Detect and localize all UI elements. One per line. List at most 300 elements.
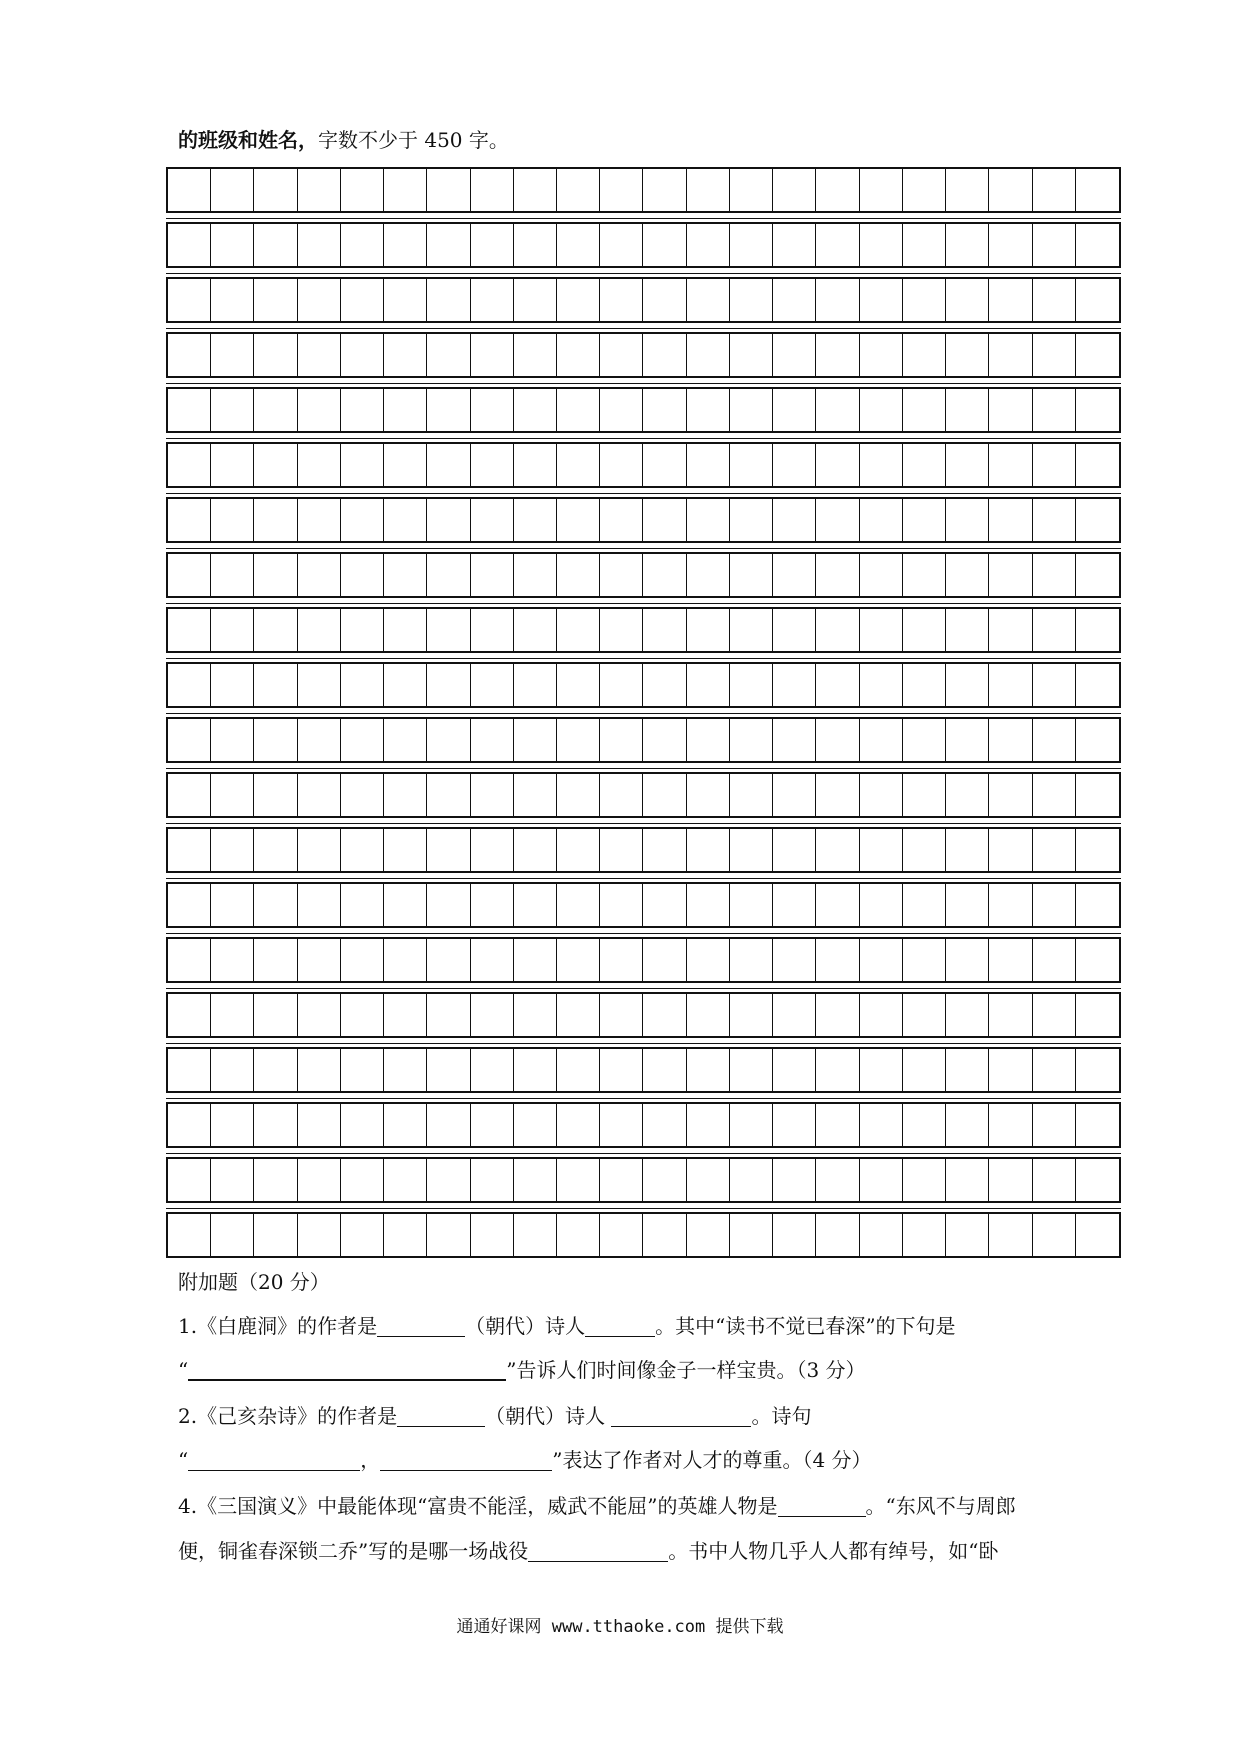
grid-cell[interactable]: [946, 389, 989, 431]
grid-cell[interactable]: [254, 994, 297, 1036]
grid-cell[interactable]: [989, 279, 1032, 321]
grid-cell[interactable]: [168, 444, 211, 486]
grid-cell[interactable]: [600, 334, 643, 376]
grid-cell[interactable]: [1033, 1104, 1076, 1146]
grid-cell[interactable]: [211, 664, 254, 706]
grid-cell[interactable]: [730, 499, 773, 541]
grid-cell[interactable]: [600, 774, 643, 816]
grid-cell[interactable]: [1033, 664, 1076, 706]
grid-cell[interactable]: [211, 554, 254, 596]
grid-cell[interactable]: [860, 554, 903, 596]
grid-cell[interactable]: [860, 664, 903, 706]
grid-cell[interactable]: [514, 499, 557, 541]
grid-cell[interactable]: [341, 1159, 384, 1201]
grid-cell[interactable]: [600, 1104, 643, 1146]
grid-cell[interactable]: [298, 334, 341, 376]
q2-verse-blank-1[interactable]: [188, 1448, 360, 1471]
grid-cell[interactable]: [427, 444, 470, 486]
grid-cell[interactable]: [1076, 279, 1119, 321]
grid-cell[interactable]: [341, 444, 384, 486]
grid-cell[interactable]: [254, 939, 297, 981]
grid-cell[interactable]: [471, 334, 514, 376]
grid-cell[interactable]: [168, 774, 211, 816]
grid-cell[interactable]: [1033, 1049, 1076, 1091]
grid-cell[interactable]: [168, 334, 211, 376]
grid-cell[interactable]: [471, 829, 514, 871]
grid-cell[interactable]: [384, 939, 427, 981]
grid-cell[interactable]: [298, 444, 341, 486]
grid-cell[interactable]: [1076, 664, 1119, 706]
grid-cell[interactable]: [730, 279, 773, 321]
grid-cell[interactable]: [773, 939, 816, 981]
grid-cell[interactable]: [816, 719, 859, 761]
grid-cell[interactable]: [514, 719, 557, 761]
grid-cell[interactable]: [211, 224, 254, 266]
grid-cell[interactable]: [816, 884, 859, 926]
grid-cell[interactable]: [298, 829, 341, 871]
grid-cell[interactable]: [1033, 1214, 1076, 1256]
grid-cell[interactable]: [557, 939, 600, 981]
grid-cell[interactable]: [427, 389, 470, 431]
grid-cell[interactable]: [816, 444, 859, 486]
grid-cell[interactable]: [903, 1049, 946, 1091]
grid-cell[interactable]: [514, 609, 557, 651]
grid-cell[interactable]: [989, 224, 1032, 266]
grid-cell[interactable]: [168, 279, 211, 321]
grid-cell[interactable]: [730, 994, 773, 1036]
grid-cell[interactable]: [471, 609, 514, 651]
grid-cell[interactable]: [1076, 554, 1119, 596]
grid-cell[interactable]: [341, 994, 384, 1036]
grid-cell[interactable]: [254, 279, 297, 321]
grid-cell[interactable]: [384, 884, 427, 926]
grid-cell[interactable]: [643, 444, 686, 486]
grid-cell[interactable]: [1076, 774, 1119, 816]
grid-cell[interactable]: [471, 169, 514, 211]
q2-dynasty-blank[interactable]: [397, 1404, 485, 1427]
grid-cell[interactable]: [687, 939, 730, 981]
grid-cell[interactable]: [168, 499, 211, 541]
grid-cell[interactable]: [471, 884, 514, 926]
grid-cell[interactable]: [384, 444, 427, 486]
grid-cell[interactable]: [687, 1214, 730, 1256]
grid-cell[interactable]: [730, 1159, 773, 1201]
grid-cell[interactable]: [471, 1159, 514, 1201]
grid-cell[interactable]: [557, 224, 600, 266]
grid-cell[interactable]: [514, 554, 557, 596]
grid-cell[interactable]: [1076, 1049, 1119, 1091]
grid-cell[interactable]: [643, 334, 686, 376]
grid-cell[interactable]: [1033, 884, 1076, 926]
grid-cell[interactable]: [687, 444, 730, 486]
grid-cell[interactable]: [168, 169, 211, 211]
grid-cell[interactable]: [903, 554, 946, 596]
grid-cell[interactable]: [211, 884, 254, 926]
grid-cell[interactable]: [1033, 444, 1076, 486]
grid-cell[interactable]: [860, 169, 903, 211]
grid-cell[interactable]: [514, 1104, 557, 1146]
grid-cell[interactable]: [816, 169, 859, 211]
grid-cell[interactable]: [557, 334, 600, 376]
grid-cell[interactable]: [687, 884, 730, 926]
grid-cell[interactable]: [773, 1104, 816, 1146]
grid-cell[interactable]: [384, 224, 427, 266]
grid-cell[interactable]: [816, 829, 859, 871]
grid-cell[interactable]: [730, 1104, 773, 1146]
grid-cell[interactable]: [687, 664, 730, 706]
grid-cell[interactable]: [298, 609, 341, 651]
grid-cell[interactable]: [298, 169, 341, 211]
grid-cell[interactable]: [211, 774, 254, 816]
grid-cell[interactable]: [168, 829, 211, 871]
grid-cell[interactable]: [384, 169, 427, 211]
grid-cell[interactable]: [514, 829, 557, 871]
grid-cell[interactable]: [643, 1214, 686, 1256]
grid-cell[interactable]: [989, 829, 1032, 871]
grid-cell[interactable]: [816, 774, 859, 816]
grid-cell[interactable]: [384, 1049, 427, 1091]
grid-cell[interactable]: [1076, 939, 1119, 981]
grid-cell[interactable]: [1033, 499, 1076, 541]
grid-cell[interactable]: [1076, 884, 1119, 926]
grid-cell[interactable]: [773, 554, 816, 596]
grid-cell[interactable]: [600, 389, 643, 431]
grid-cell[interactable]: [773, 169, 816, 211]
grid-cell[interactable]: [816, 279, 859, 321]
grid-cell[interactable]: [860, 499, 903, 541]
grid-cell[interactable]: [1033, 334, 1076, 376]
grid-cell[interactable]: [903, 609, 946, 651]
grid-cell[interactable]: [643, 1159, 686, 1201]
grid-cell[interactable]: [471, 774, 514, 816]
grid-cell[interactable]: [298, 1214, 341, 1256]
grid-cell[interactable]: [687, 499, 730, 541]
grid-cell[interactable]: [514, 939, 557, 981]
grid-cell[interactable]: [341, 499, 384, 541]
grid-cell[interactable]: [903, 939, 946, 981]
grid-cell[interactable]: [946, 774, 989, 816]
grid-cell[interactable]: [168, 1159, 211, 1201]
grid-cell[interactable]: [687, 719, 730, 761]
grid-cell[interactable]: [643, 994, 686, 1036]
grid-cell[interactable]: [471, 554, 514, 596]
grid-cell[interactable]: [168, 609, 211, 651]
grid-cell[interactable]: [384, 829, 427, 871]
q1-dynasty-blank[interactable]: [377, 1314, 465, 1337]
grid-cell[interactable]: [557, 829, 600, 871]
grid-cell[interactable]: [773, 279, 816, 321]
grid-cell[interactable]: [773, 609, 816, 651]
grid-cell[interactable]: [1076, 334, 1119, 376]
grid-cell[interactable]: [816, 224, 859, 266]
grid-cell[interactable]: [600, 664, 643, 706]
grid-cell[interactable]: [730, 719, 773, 761]
grid-cell[interactable]: [384, 334, 427, 376]
grid-cell[interactable]: [298, 884, 341, 926]
grid-cell[interactable]: [600, 829, 643, 871]
grid-cell[interactable]: [989, 169, 1032, 211]
grid-cell[interactable]: [471, 939, 514, 981]
grid-cell[interactable]: [427, 554, 470, 596]
q1-next-line-blank[interactable]: [188, 1357, 506, 1381]
grid-cell[interactable]: [557, 719, 600, 761]
grid-cell[interactable]: [298, 1104, 341, 1146]
grid-cell[interactable]: [298, 389, 341, 431]
grid-cell[interactable]: [860, 224, 903, 266]
grid-cell[interactable]: [211, 389, 254, 431]
grid-cell[interactable]: [471, 224, 514, 266]
grid-cell[interactable]: [471, 389, 514, 431]
grid-cell[interactable]: [168, 994, 211, 1036]
grid-cell[interactable]: [600, 939, 643, 981]
grid-cell[interactable]: [816, 499, 859, 541]
grid-cell[interactable]: [600, 1214, 643, 1256]
grid-cell[interactable]: [341, 1214, 384, 1256]
grid-cell[interactable]: [298, 719, 341, 761]
grid-cell[interactable]: [254, 169, 297, 211]
grid-cell[interactable]: [427, 829, 470, 871]
grid-cell[interactable]: [254, 444, 297, 486]
grid-cell[interactable]: [1076, 1104, 1119, 1146]
grid-cell[interactable]: [903, 1104, 946, 1146]
grid-cell[interactable]: [600, 1049, 643, 1091]
grid-cell[interactable]: [989, 719, 1032, 761]
grid-cell[interactable]: [946, 1049, 989, 1091]
grid-cell[interactable]: [514, 389, 557, 431]
grid-cell[interactable]: [427, 609, 470, 651]
grid-cell[interactable]: [211, 499, 254, 541]
grid-cell[interactable]: [687, 334, 730, 376]
grid-cell[interactable]: [946, 609, 989, 651]
grid-cell[interactable]: [860, 774, 903, 816]
grid-cell[interactable]: [168, 884, 211, 926]
grid-cell[interactable]: [860, 1214, 903, 1256]
grid-cell[interactable]: [816, 1104, 859, 1146]
grid-cell[interactable]: [730, 224, 773, 266]
grid-cell[interactable]: [600, 719, 643, 761]
grid-cell[interactable]: [989, 554, 1032, 596]
grid-cell[interactable]: [557, 1104, 600, 1146]
grid-cell[interactable]: [860, 994, 903, 1036]
grid-cell[interactable]: [643, 389, 686, 431]
grid-cell[interactable]: [298, 664, 341, 706]
grid-cell[interactable]: [168, 1214, 211, 1256]
grid-cell[interactable]: [816, 334, 859, 376]
grid-cell[interactable]: [600, 994, 643, 1036]
grid-cell[interactable]: [168, 224, 211, 266]
grid-cell[interactable]: [946, 1214, 989, 1256]
grid-cell[interactable]: [903, 774, 946, 816]
writing-grid[interactable]: [166, 167, 1121, 1258]
grid-cell[interactable]: [514, 444, 557, 486]
grid-cell[interactable]: [298, 774, 341, 816]
grid-cell[interactable]: [254, 664, 297, 706]
grid-cell[interactable]: [1033, 994, 1076, 1036]
grid-cell[interactable]: [903, 1159, 946, 1201]
grid-cell[interactable]: [643, 279, 686, 321]
grid-cell[interactable]: [989, 609, 1032, 651]
grid-cell[interactable]: [254, 499, 297, 541]
grid-cell[interactable]: [427, 334, 470, 376]
grid-cell[interactable]: [600, 224, 643, 266]
grid-cell[interactable]: [254, 1159, 297, 1201]
grid-cell[interactable]: [946, 1104, 989, 1146]
grid-cell[interactable]: [341, 829, 384, 871]
grid-cell[interactable]: [1033, 279, 1076, 321]
grid-cell[interactable]: [730, 609, 773, 651]
grid-cell[interactable]: [254, 609, 297, 651]
grid-cell[interactable]: [298, 1049, 341, 1091]
grid-cell[interactable]: [1076, 389, 1119, 431]
grid-cell[interactable]: [1076, 1214, 1119, 1256]
q4-battle-blank[interactable]: [528, 1539, 668, 1562]
grid-cell[interactable]: [211, 1049, 254, 1091]
grid-cell[interactable]: [643, 224, 686, 266]
grid-cell[interactable]: [514, 1049, 557, 1091]
grid-cell[interactable]: [687, 1104, 730, 1146]
grid-cell[interactable]: [903, 664, 946, 706]
grid-cell[interactable]: [903, 719, 946, 761]
grid-cell[interactable]: [989, 389, 1032, 431]
grid-cell[interactable]: [341, 774, 384, 816]
grid-cell[interactable]: [1033, 169, 1076, 211]
grid-cell[interactable]: [557, 389, 600, 431]
grid-cell[interactable]: [384, 279, 427, 321]
grid-cell[interactable]: [427, 1214, 470, 1256]
grid-cell[interactable]: [1076, 609, 1119, 651]
grid-cell[interactable]: [989, 1104, 1032, 1146]
grid-cell[interactable]: [946, 884, 989, 926]
grid-cell[interactable]: [730, 169, 773, 211]
grid-cell[interactable]: [427, 884, 470, 926]
grid-cell[interactable]: [903, 169, 946, 211]
grid-cell[interactable]: [773, 1214, 816, 1256]
grid-cell[interactable]: [946, 554, 989, 596]
grid-cell[interactable]: [687, 829, 730, 871]
grid-cell[interactable]: [298, 279, 341, 321]
grid-cell[interactable]: [773, 389, 816, 431]
grid-cell[interactable]: [1033, 774, 1076, 816]
grid-cell[interactable]: [557, 664, 600, 706]
grid-cell[interactable]: [1076, 499, 1119, 541]
grid-cell[interactable]: [860, 444, 903, 486]
grid-cell[interactable]: [211, 829, 254, 871]
grid-cell[interactable]: [946, 499, 989, 541]
grid-cell[interactable]: [773, 444, 816, 486]
grid-cell[interactable]: [427, 499, 470, 541]
grid-cell[interactable]: [730, 334, 773, 376]
q2-poet-blank[interactable]: [611, 1404, 751, 1427]
grid-cell[interactable]: [298, 554, 341, 596]
grid-cell[interactable]: [427, 169, 470, 211]
grid-cell[interactable]: [384, 719, 427, 761]
grid-cell[interactable]: [989, 444, 1032, 486]
grid-cell[interactable]: [600, 279, 643, 321]
grid-cell[interactable]: [168, 1104, 211, 1146]
grid-cell[interactable]: [557, 774, 600, 816]
grid-cell[interactable]: [1076, 829, 1119, 871]
grid-cell[interactable]: [168, 664, 211, 706]
grid-cell[interactable]: [946, 444, 989, 486]
grid-cell[interactable]: [514, 664, 557, 706]
grid-cell[interactable]: [168, 1049, 211, 1091]
grid-cell[interactable]: [600, 499, 643, 541]
grid-cell[interactable]: [773, 719, 816, 761]
grid-cell[interactable]: [773, 224, 816, 266]
grid-cell[interactable]: [600, 1159, 643, 1201]
grid-cell[interactable]: [773, 334, 816, 376]
grid-cell[interactable]: [557, 1159, 600, 1201]
grid-cell[interactable]: [730, 444, 773, 486]
grid-cell[interactable]: [384, 554, 427, 596]
grid-cell[interactable]: [816, 939, 859, 981]
grid-cell[interactable]: [427, 1049, 470, 1091]
grid-cell[interactable]: [298, 1159, 341, 1201]
grid-cell[interactable]: [1076, 994, 1119, 1036]
grid-cell[interactable]: [643, 499, 686, 541]
grid-cell[interactable]: [687, 609, 730, 651]
grid-cell[interactable]: [860, 719, 903, 761]
grid-cell[interactable]: [1033, 829, 1076, 871]
grid-cell[interactable]: [643, 169, 686, 211]
grid-cell[interactable]: [384, 1104, 427, 1146]
grid-cell[interactable]: [427, 279, 470, 321]
q4-hero-blank[interactable]: [778, 1494, 866, 1517]
grid-cell[interactable]: [730, 389, 773, 431]
grid-cell[interactable]: [557, 499, 600, 541]
grid-cell[interactable]: [514, 169, 557, 211]
grid-cell[interactable]: [427, 774, 470, 816]
grid-cell[interactable]: [730, 1049, 773, 1091]
grid-cell[interactable]: [471, 444, 514, 486]
grid-cell[interactable]: [211, 609, 254, 651]
grid-cell[interactable]: [816, 389, 859, 431]
grid-cell[interactable]: [341, 554, 384, 596]
grid-cell[interactable]: [946, 169, 989, 211]
grid-cell[interactable]: [557, 994, 600, 1036]
grid-cell[interactable]: [643, 829, 686, 871]
grid-cell[interactable]: [341, 939, 384, 981]
grid-cell[interactable]: [341, 169, 384, 211]
grid-cell[interactable]: [946, 994, 989, 1036]
grid-cell[interactable]: [989, 939, 1032, 981]
grid-cell[interactable]: [1033, 389, 1076, 431]
grid-cell[interactable]: [860, 1049, 903, 1091]
grid-cell[interactable]: [384, 609, 427, 651]
grid-cell[interactable]: [557, 444, 600, 486]
grid-cell[interactable]: [946, 224, 989, 266]
grid-cell[interactable]: [514, 1214, 557, 1256]
grid-cell[interactable]: [643, 1049, 686, 1091]
grid-cell[interactable]: [903, 334, 946, 376]
grid-cell[interactable]: [1033, 609, 1076, 651]
grid-cell[interactable]: [211, 169, 254, 211]
grid-cell[interactable]: [989, 1214, 1032, 1256]
grid-cell[interactable]: [384, 1214, 427, 1256]
q2-verse-blank-2[interactable]: [380, 1448, 552, 1471]
grid-cell[interactable]: [816, 1214, 859, 1256]
grid-cell[interactable]: [989, 334, 1032, 376]
grid-cell[interactable]: [643, 939, 686, 981]
grid-cell[interactable]: [168, 554, 211, 596]
grid-cell[interactable]: [730, 1214, 773, 1256]
grid-cell[interactable]: [254, 389, 297, 431]
grid-cell[interactable]: [989, 1159, 1032, 1201]
grid-cell[interactable]: [1033, 719, 1076, 761]
grid-cell[interactable]: [557, 884, 600, 926]
grid-cell[interactable]: [773, 829, 816, 871]
grid-cell[interactable]: [254, 774, 297, 816]
